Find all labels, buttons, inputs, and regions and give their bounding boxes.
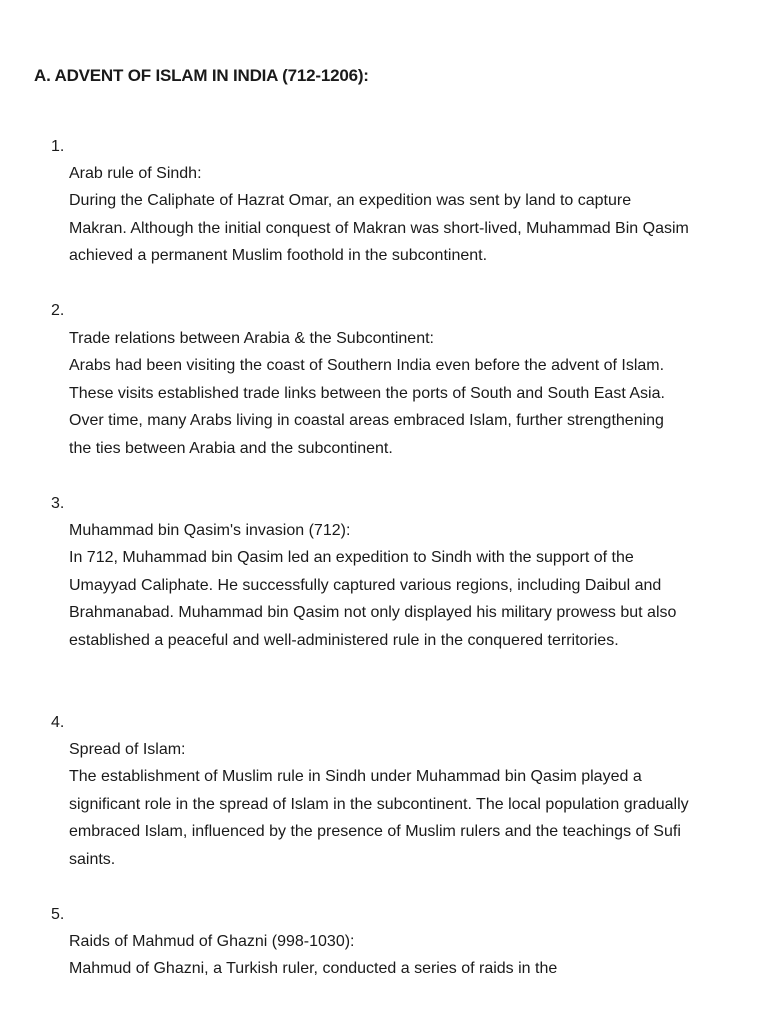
list-item-title: Raids of Mahmud of Ghazni (998-1030): [69,933,355,950]
list-item [69,160,689,270]
list-item-text: Arabs had been visiting the coast of Southern India even before the advent of Islam. These visits established trade links between the ports of South and South East Asia. Over time, many Arabs living in coastal areas embraced Islam, further strengthening the ties between Arabia and the subcontinent. [69,357,665,457]
list-item [69,736,689,873]
list-item-number: 5. [51,906,65,923]
section-heading: A. ADVENT OF ISLAM IN INDIA (712-1206): [34,66,369,85]
list-item [69,928,689,983]
list-item-title: Muhammad bin Qasim's invasion (712): [69,522,351,539]
list-item-title: Arab rule of Sindh: [69,165,202,182]
list-item-text: In 712, Muhammad bin Qasim led an expedition to Sindh with the support of the Umayyad Caliphate. He successfully captured various regions, including Daibul and Brahmanabad. Muhammad bin Qasim not only displayed his military prowess but also established a peaceful and well-administered rule in the conquered territories. [69,549,677,649]
list-item [69,517,689,654]
list-item-number: 1. [51,138,65,155]
list-item-text: Mahmud of Ghazni, a Turkish ruler, conducted a series of raids in the [69,960,558,978]
list-item-title: Spread of Islam: [69,741,186,758]
list-item-title: Trade relations between Arabia & the Subcontinent: [69,330,434,347]
list-item-number: 4. [51,714,65,731]
list-item [69,325,689,462]
list-item-number: 3. [51,495,65,512]
list-item-text: The establishment of Muslim rule in Sindh under Muhammad bin Qasim played a significant role in the spread of Islam in the subcontinent. The local population gradually embraced Islam, influenced by the presence of Muslim rulers and the teachings of Sufi saints. [69,768,689,868]
list-item-number: 2. [51,302,65,319]
list-item-text: During the Caliphate of Hazrat Omar, an expedition was sent by land to capture Makran. Although the initial conquest of Makran was short-lived, Muhammad Bin Qasim achieved a permanent Muslim foothold in the subcontinent. [69,192,689,265]
